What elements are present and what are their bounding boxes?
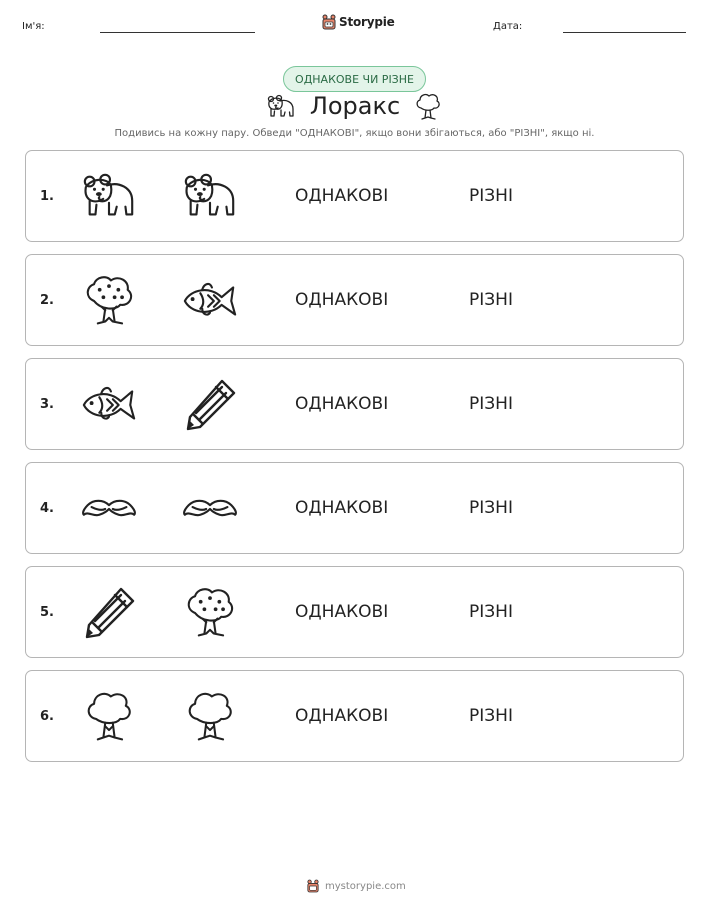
brand-name: Storypie (339, 15, 395, 29)
option-different[interactable]: РІЗНІ (469, 186, 513, 206)
option-same[interactable]: ОДНАКОВІ (295, 394, 389, 414)
question-number: 4. (40, 501, 54, 516)
question-row-1 (25, 150, 684, 242)
option-different[interactable]: РІЗНІ (469, 602, 513, 622)
brand-logo (322, 14, 395, 30)
option-same[interactable]: ОДНАКОВІ (295, 290, 389, 310)
storypie-logo-icon (307, 879, 319, 893)
fish-icon (181, 273, 239, 329)
question-number: 2. (40, 293, 54, 308)
bear-icon (181, 169, 239, 225)
question-row-4 (25, 462, 684, 554)
tree-icon (80, 273, 138, 329)
question-number: 1. (40, 189, 54, 204)
instructions: Подивись на кожну пару. Обведи "ОДНАКОВІ", якщо вони збігаються, або "РІЗНІ", якщо ні. (114, 128, 595, 139)
question-row-5 (25, 566, 684, 658)
name-label: Ім'я: (22, 21, 45, 32)
date-line[interactable] (563, 32, 686, 33)
mustache-icon (181, 481, 239, 537)
storypie-logo-icon (322, 14, 336, 30)
question-row-2 (25, 254, 684, 346)
question-number: 5. (40, 605, 54, 620)
option-same[interactable]: ОДНАКОВІ (295, 602, 389, 622)
option-different[interactable]: РІЗНІ (469, 706, 513, 726)
truffula-tree-icon (80, 689, 138, 745)
bear-icon (265, 93, 297, 121)
question-number: 6. (40, 709, 54, 724)
question-row-3 (25, 358, 684, 450)
name-line[interactable] (100, 32, 255, 33)
bear-icon (80, 169, 138, 225)
mustache-icon (80, 481, 138, 537)
tree-icon (181, 585, 239, 641)
option-different[interactable]: РІЗНІ (469, 498, 513, 518)
tree-icon (414, 92, 442, 122)
option-same[interactable]: ОДНАКОВІ (295, 498, 389, 518)
footer-url[interactable]: mystorypie.com (325, 880, 406, 892)
date-label: Дата: (493, 21, 523, 32)
question-number: 3. (40, 397, 54, 412)
page-title: Лоракс (309, 92, 401, 120)
option-same[interactable]: ОДНАКОВІ (295, 706, 389, 726)
worksheet-type-badge: ОДНАКОВЕ ЧИ РІЗНЕ (283, 66, 426, 92)
pencil-icon (80, 585, 138, 641)
question-row-6 (25, 670, 684, 762)
option-different[interactable]: РІЗНІ (469, 394, 513, 414)
pencil-icon (181, 377, 239, 433)
footer (307, 879, 406, 893)
fish-icon (80, 377, 138, 433)
option-different[interactable]: РІЗНІ (469, 290, 513, 310)
truffula-tree-icon (181, 689, 239, 745)
option-same[interactable]: ОДНАКОВІ (295, 186, 389, 206)
